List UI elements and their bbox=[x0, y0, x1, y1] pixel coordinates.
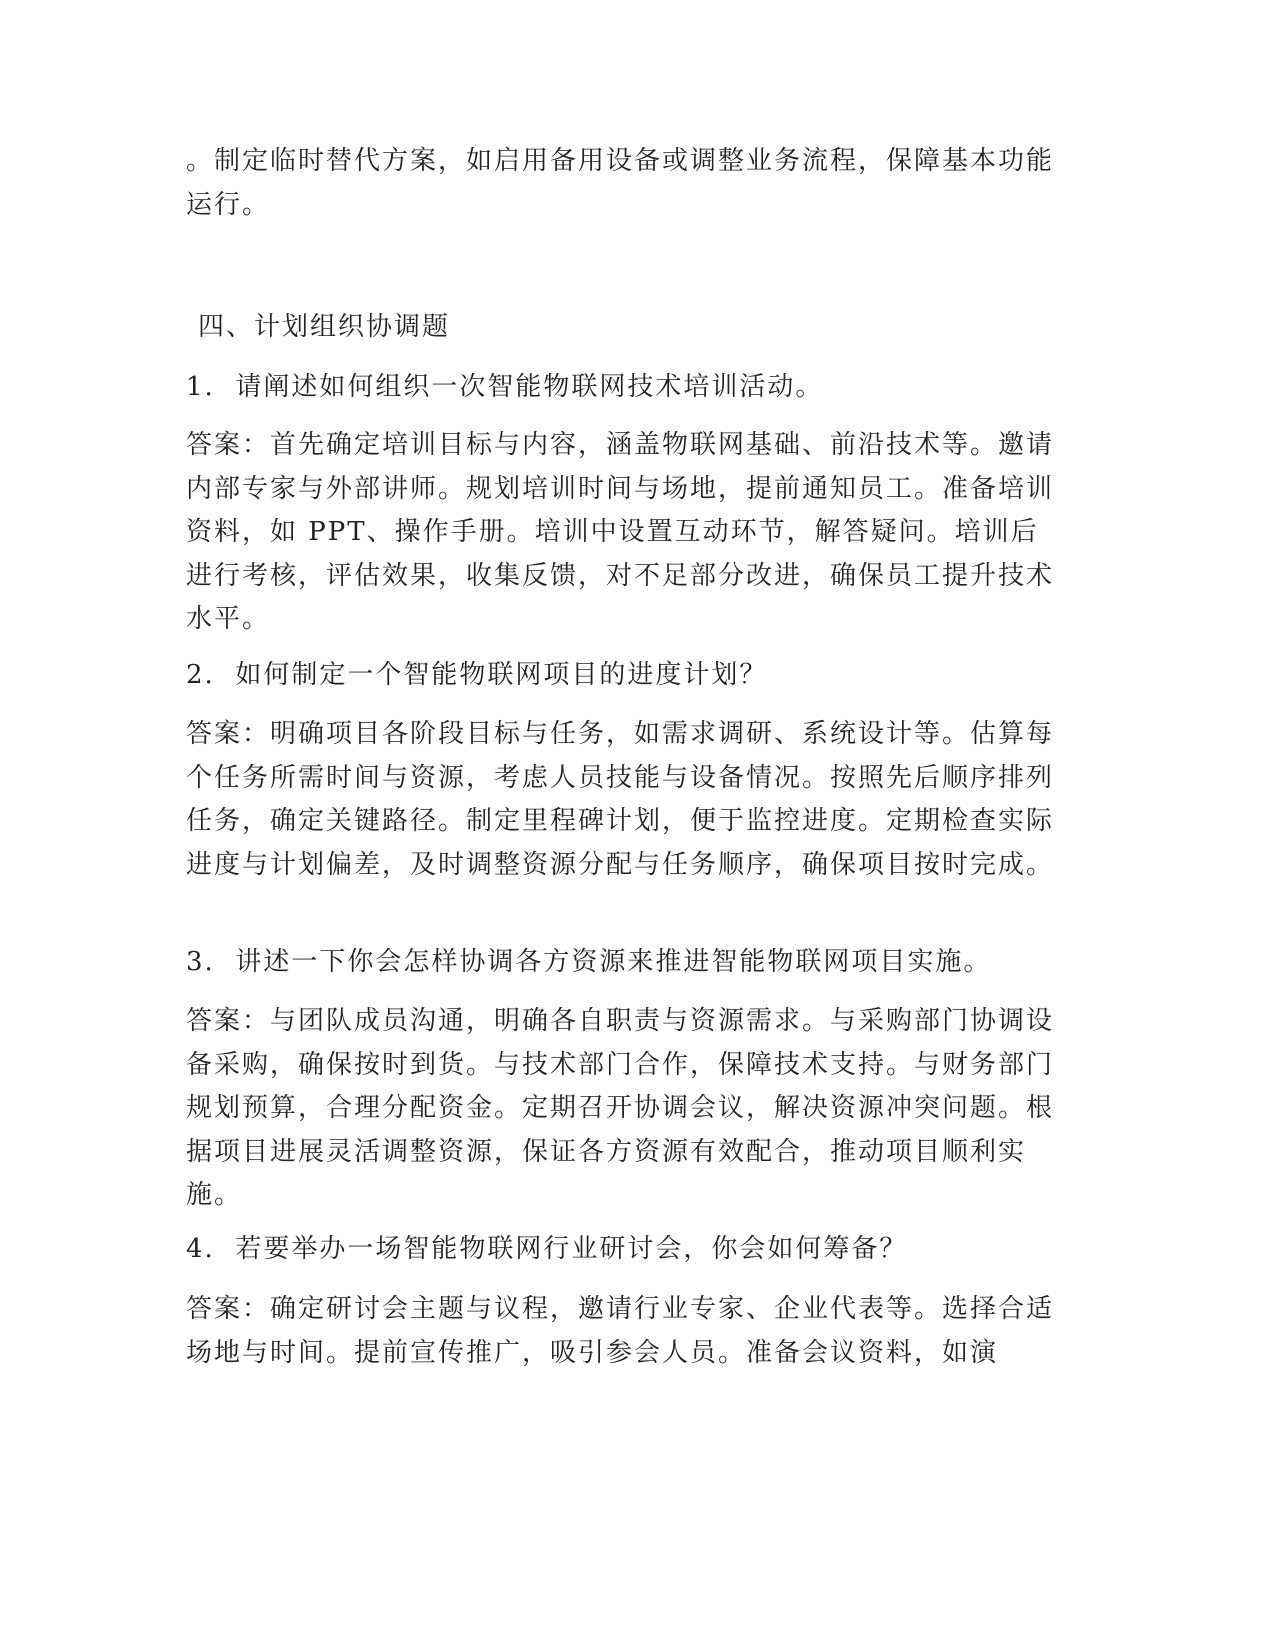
question-4: 4. 若要举办一场智能物联网行业研讨会，你会如何筹备？ bbox=[186, 1234, 908, 1264]
answer-2: 答案：明确项目各阶段目标与任务，如需求调研、系统设计等。估算每个任务所需时间与资源，考虑人员技能与设备情况。按照先后顺序排列任务，确定关键路径。制定里程碑计划，便于监控进度。定期检查实际进度与计划偏差，及时调整资源分配与任务顺序，确保项目按时完成。 bbox=[186, 719, 1055, 880]
section-heading: 四、计划组织协调题 bbox=[198, 312, 451, 342]
answer-4: 答案：确定研讨会主题与议程，邀请行业专家、企业代表等。选择合适场地与时间。提前宣传推广，吸引参会人员。准备会议资料，如演 bbox=[186, 1294, 1055, 1368]
answer-1: 答案：首先确定培训目标与内容，涵盖物联网基础、前沿技术等。邀请内部专家与外部讲师。规划培训时间与场地，提前通知员工。准备培训资料，如 PPT、操作手册。培训中设置互动环节，解答疑问。培训后进行考核，评估效果，收集反馈，对不足部分改进，确保员工提升技术水平。 bbox=[186, 430, 1055, 634]
question-3: 3. 讲述一下你会怎样协调各方资源来推进智能物联网项目实施。 bbox=[186, 947, 992, 977]
question-2: 2. 如何制定一个智能物联网项目的进度计划？ bbox=[186, 660, 768, 690]
paragraph-continuation: 。制定临时替代方案，如启用备用设备或调整业务流程，保障基本功能运行。 bbox=[186, 146, 1055, 220]
answer-3: 答案：与团队成员沟通，明确各自职责与资源需求。与采购部门协调设备采购，确保按时到货。与技术部门合作，保障技术支持。与财务部门规划预算，合理分配资金。定期召开协调会议，解决资源冲突问题。根据项目进展灵活调整资源，保证各方资源有效配合，推动项目顺利实施。 bbox=[186, 1006, 1055, 1210]
question-1: 1. 请阐述如何组织一次智能物联网技术培训活动。 bbox=[186, 372, 824, 402]
